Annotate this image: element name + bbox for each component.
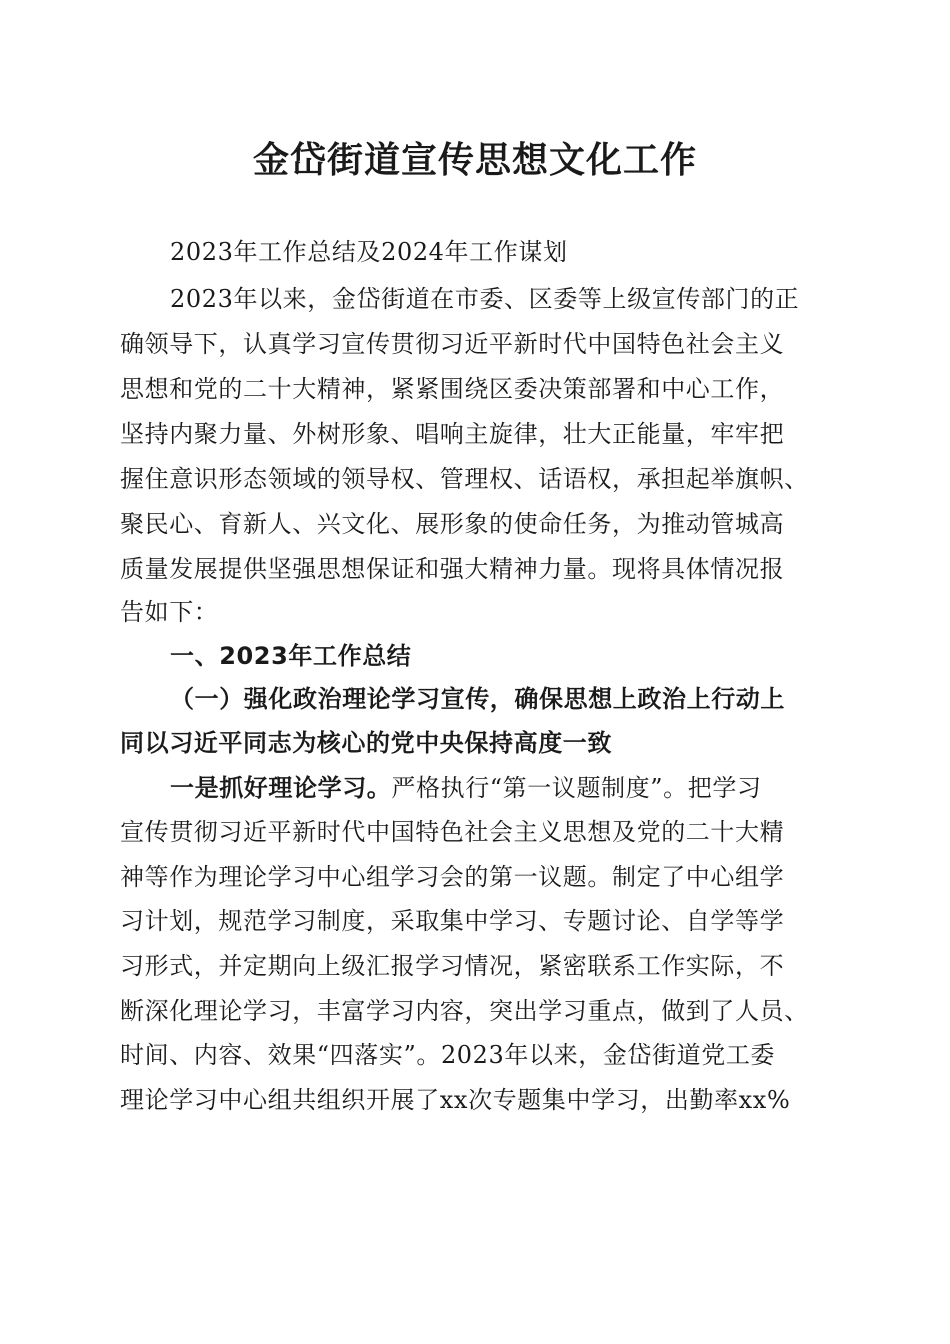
point-lead: 一是抓好理论学习。 — [170, 773, 392, 802]
intro-line: 告如下： — [120, 598, 219, 626]
point-line: 神等作为理论学习中心组学习会的第一议题。制定了中心组学 — [120, 863, 785, 891]
point-line: 严格执行“第一议题制度”。把学习 — [391, 774, 762, 802]
intro-line: 思想和党的二十大精神，紧紧围绕区委决策部署和中心工作， — [120, 375, 785, 403]
point-first-line — [170, 772, 762, 804]
subsection-heading-line: 同以习近平同志为核心的党中央保持高度一致 — [120, 728, 612, 757]
point-line: 时间、内容、效果“四落实”。2023年以来，金岱街道党工委 — [120, 1041, 776, 1069]
point-line: 宣传贯彻习近平新时代中国特色社会主义思想及党的二十大精 — [120, 818, 785, 846]
intro-line: 2023年以来，金岱街道在市委、区委等上级宣传部门的正 — [170, 285, 800, 313]
intro-line: 确领导下，认真学习宣传贯彻习近平新时代中国特色社会主义 — [120, 330, 785, 358]
section-heading: 一、2023年工作总结 — [170, 642, 412, 670]
intro-line: 质量发展提供坚强思想保证和强大精神力量。现将具体情况报 — [120, 555, 785, 583]
intro-line: 聚民心、育新人、兴文化、展形象的使命任务，为推动管城高 — [120, 510, 785, 538]
document-subtitle: 2023年工作总结及2024年工作谋划 — [170, 238, 568, 266]
point-line: 习形式，并定期向上级汇报学习情况，紧密联系工作实际，不 — [120, 952, 785, 980]
point-line: 断深化理论学习，丰富学习内容，突出学习重点，做到了人员、 — [120, 997, 809, 1025]
subsection-heading-line: （一）强化政治理论学习宣传，确保思想上政治上行动上 — [170, 684, 785, 713]
point-line: 习计划，规范学习制度，采取集中学习、专题讨论、自学等学 — [120, 907, 785, 935]
point-line: 理论学习中心组共组织开展了xx次专题集中学习，出勤率xx% — [120, 1086, 791, 1114]
intro-line: 坚持内聚力量、外树形象、唱响主旋律，壮大正能量，牢牢把 — [120, 420, 785, 448]
document-title: 金岱街道宣传思想文化工作 — [252, 139, 697, 181]
intro-line: 握住意识形态领域的领导权、管理权、话语权，承担起举旗帜、 — [120, 465, 809, 493]
